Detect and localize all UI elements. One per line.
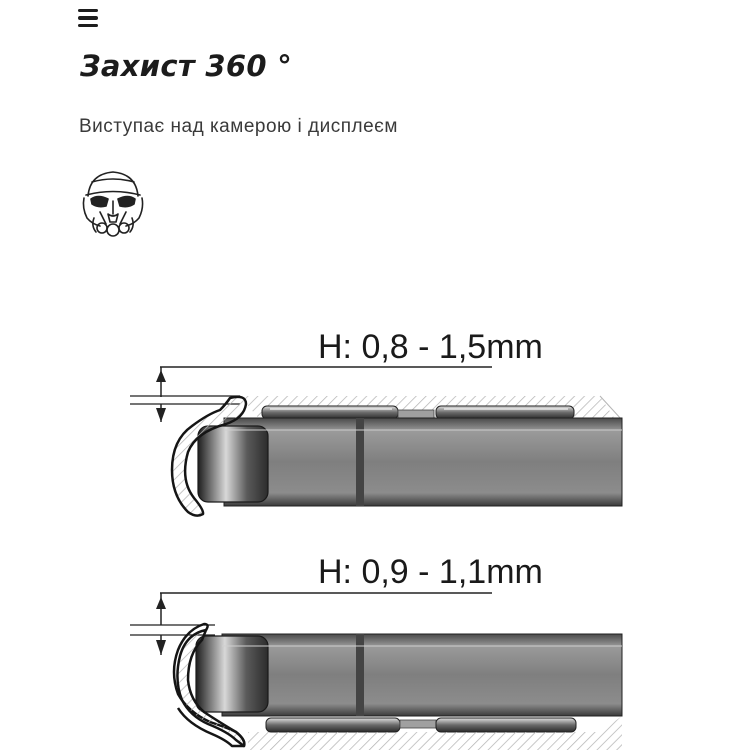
menu-button[interactable]: [78, 9, 98, 31]
bottom-diagram: [130, 553, 622, 750]
menu-icon-bar: [78, 24, 98, 27]
stormtrooper-helmet-icon: [78, 168, 148, 240]
top-height-label: H: 0,8 - 1,5mm: [318, 328, 543, 366]
feature-description: Виступає над камерою і дисплеєм: [79, 116, 398, 137]
top-diagram: [130, 328, 622, 516]
menu-icon-bar: [78, 9, 98, 12]
menu-icon-bar: [78, 16, 98, 19]
case-height-diagram: [0, 300, 750, 750]
feature-title: Захист 360 °: [80, 49, 293, 83]
bottom-height-label: H: 0,9 - 1,1mm: [318, 553, 543, 591]
